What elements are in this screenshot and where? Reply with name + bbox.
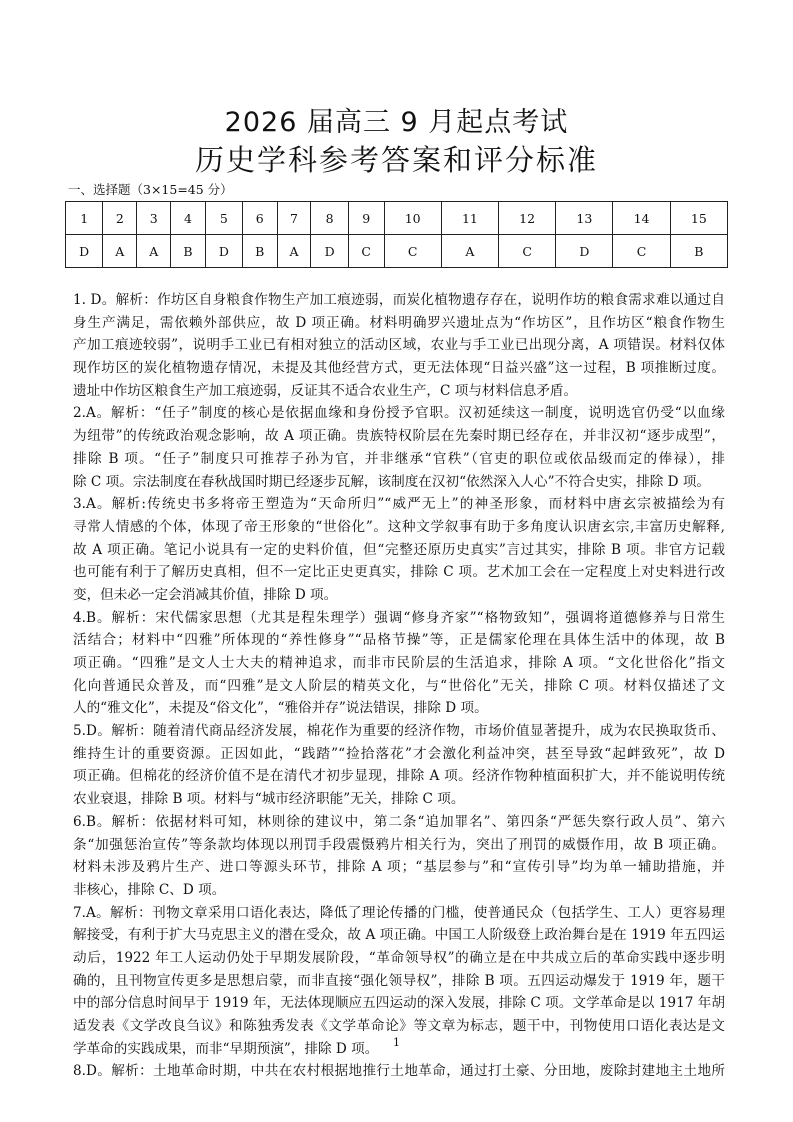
question-number-row [66, 202, 728, 235]
explanation-line: 中的部分信息时间早于 1919 年，无法体现顺应五四运动的深入发展，排除 C 项。文学革命是以 1917 年胡 [73, 995, 725, 1012]
explanation-line: 解接受，有利于扩大马克思主义的潜在受众，故 A 项正确。中国工人阶级登上政治舞台是在 1919 年五四运 [73, 927, 725, 944]
explanation-line: 寻常人情感的个体，体现了帝王形象的“世俗化”。这种文学叙事有助于多角度认识唐玄宗,丰富历史解释, [73, 518, 725, 535]
explanation-line: 适发表《文学改良刍议》和陈独秀发表《文学革命论》等文章为标志，题干中，刊物使用口语化表达是文 [73, 1018, 725, 1034]
question-number-cell: 7 [277, 202, 311, 235]
explanation-line: 变，但未必一定会消减其价值，排除 D 项。 [73, 586, 338, 603]
explanation-line: 1. D。解析：作坊区自身粮食作物生产加工痕迹弱，而炭化植物遗存存在，说明作坊的粮食需求难以通过自 [73, 292, 725, 308]
explanation-line: 4.B。解析：宋代儒家思想（尤其是程朱理学）强调“修身齐家”“格物致知”，强调将道德修养与日常生 [73, 609, 725, 626]
explanation-paragraph [73, 402, 725, 493]
explanation-line: 7.A。解析：刊物文章采用口语化表达，降低了理论传播的门槛，使普通民众（包括学生、工人）更容易理 [73, 904, 725, 921]
explanation-line: 项正确。“四雅”是文人士大夫的精神追求，而非市民阶层的生活追求，排除 A 项。“文化世俗化”指文 [73, 655, 725, 671]
explanation-paragraph [73, 607, 725, 720]
answer-row [66, 235, 728, 268]
explanation-line: 非核心，排除 C、D 项。 [73, 881, 226, 898]
answer-cell: A [441, 235, 498, 268]
question-number-cell: 11 [441, 202, 498, 235]
question-number-cell: 15 [670, 202, 727, 235]
explanation-line: 学革命的实践成果，而非“早期预演”，排除 D 项。 [73, 1040, 379, 1057]
section-heading: 一、选择题（3×15=45 分） [68, 182, 233, 197]
explanation-line: 农业衰退，排除 B 项。材料与“城市经济职能”无关，排除 C 项。 [73, 791, 465, 808]
answer-cell: D [205, 235, 242, 268]
page-number: 1 [393, 1036, 400, 1049]
question-number-cell: 1 [66, 202, 103, 235]
document-title: 2026 届高三 9 月起点考试 [224, 107, 569, 138]
explanation-paragraph [73, 493, 725, 606]
explanation-line: 项正确。但棉花的经济价值不是在清代才初步显现，排除 A 项。经济作物种植面积扩大，并不能说明传统 [73, 768, 725, 785]
document-subtitle: 历史学科参考答案和评分标准 [194, 143, 598, 177]
answer-cell: B [670, 235, 727, 268]
explanation-line: 人的“雅文化”，未提及“俗文化”，“雅俗并存”说法错误，排除 D 项。 [73, 700, 488, 717]
answer-cell: A [137, 235, 171, 268]
answer-cell: D [556, 235, 613, 268]
question-number-cell: 13 [556, 202, 613, 235]
explanation-line: 2.A。解析：“任子”制度的核心是依据血缘和身份授予官职。汉初延续这一制度，说明选官仍受“以血缘 [73, 405, 725, 422]
explanation-line: 确的，且刊物宣传更多是思想启蒙，而非直接“强化领导权”，排除 B 项。五四运动爆发于 1919 年，题干 [73, 972, 725, 989]
answer-cell: C [384, 235, 441, 268]
explanation-line: 6.B。解析：依据材料可知，林则徐的建议中，第二条“追加罪名”、第四条“严惩失察行政人员”、第六 [73, 813, 725, 830]
question-number-cell: 4 [171, 202, 205, 235]
explanation-paragraph [73, 720, 725, 811]
explanation-paragraph [73, 811, 725, 902]
explanation-line: 活结合；材料中“四雅”所体现的“养性修身”“品格节操”等，正是儒家伦理在具体生活中的体现，故 B [73, 632, 725, 649]
explanation-line: 5.D。解析：随着清代商品经济发展，棉花作为重要的经济作物，市场价值显著提升，成为农民换取货币、 [73, 723, 725, 740]
explanation-line: 材料未涉及鸦片生产、进口等源头环节，排除 A 项；“基层参与”和“宣传引导”均为单一辅助措施，并 [73, 859, 725, 876]
explanation-paragraph [73, 1060, 725, 1083]
answer-cell: B [243, 235, 277, 268]
question-number-cell: 12 [499, 202, 556, 235]
question-number-cell: 10 [384, 202, 441, 235]
explanation-line: 产加工痕迹较弱”，说明手工业已有相对独立的活动区域，农业与手工业已出现分离，A 项错误。材料仅体 [73, 337, 725, 354]
explanation-line: 现作坊区的炭化植物遗存情况，未提及其他经营方式，更无法体现“日益兴盛”这一过程，B 项推断过度。 [73, 360, 725, 377]
question-number-cell: 9 [348, 202, 384, 235]
explanation-line: 除 C 项。宗法制度在春秋战国时期已经逐步瓦解，该制度在汉初“依然深入人心”不符合史实，排除 D 项。 [73, 473, 711, 490]
explanation-line: 8.D。解析：土地革命时期，中共在农村根据地推行土地革命，通过打土豪、分田地，废除封建地主土地所 [73, 1063, 725, 1080]
question-number-cell: 3 [137, 202, 171, 235]
question-number-cell: 6 [243, 202, 277, 235]
explanation-line: 化向普通民众普及，而“四雅”是文人阶层的精英文化，与“世俗化”无关，排除 C 项。材料仅描述了文 [73, 677, 725, 694]
explanation-line: 故 A 项正确。笔记小说具有一定的史料价值，但“完整还原历史真实”言过其实，排除 B 项。非官方记载 [73, 541, 725, 558]
explanation-line: 为纽带”的传统政治观念影响，故 A 项正确。贵族特权阶层在先秦时期已经存在，并非汉初“逐步成型”， [73, 428, 725, 445]
explanation-line: 动后，1922 年工人运动仍处于早期发展阶段，“革命领导权”的确立是在中共成立后的革命实践中逐步明 [73, 949, 725, 966]
answer-cell: D [311, 235, 348, 268]
explanation-line: 身生产满足，需依赖外部供应，故 D 项正确。材料明确罗兴遗址点为“作坊区”，且作坊区“粮食作物生 [73, 314, 725, 331]
question-number-cell: 8 [311, 202, 348, 235]
explanation-line: 3.A。解析:传统史书多将帝王塑造为“天命所归”“威严无上”的神圣形象，而材料中唐玄宗被描绘为有 [73, 496, 725, 513]
question-number-cell: 14 [613, 202, 670, 235]
answer-cell: C [613, 235, 670, 268]
explanations [73, 289, 725, 1083]
answer-table [65, 201, 728, 268]
explanation-paragraph [73, 289, 725, 402]
question-number-cell: 5 [205, 202, 242, 235]
explanation-line: 维持生计的重要资源。正因如此，“践踏”“捡拾落花”才会激化利益冲突，甚至导致“起衅致死”，故 D [73, 745, 725, 762]
question-number-cell: 2 [103, 202, 137, 235]
answer-cell: A [277, 235, 311, 268]
explanation-line: 也可能有利于了解历史真相，但不一定比正史更真实，排除 C 项。艺术加工会在一定程度上对史料进行改 [73, 564, 725, 581]
answer-cell: D [66, 235, 103, 268]
explanation-line: 遗址中作坊区粮食生产加工痕迹弱，反证其不适合农业生产，C 项与材料信息矛盾。 [73, 382, 578, 399]
answer-cell: C [499, 235, 556, 268]
answer-cell: C [348, 235, 384, 268]
answer-cell: A [103, 235, 137, 268]
answer-cell: B [171, 235, 205, 268]
explanation-line: 条“加强惩治宣传”等条款均体现以刑罚手段震慑鸦片相关行为，突出了刑罚的威慑作用，故 B 项正确。 [73, 836, 725, 853]
explanation-line: 排除 B 项。“任子”制度只可推荐子孙为官，并非继承“官秩”（官吏的职位或依品级而定的俸禄），排 [73, 450, 725, 467]
